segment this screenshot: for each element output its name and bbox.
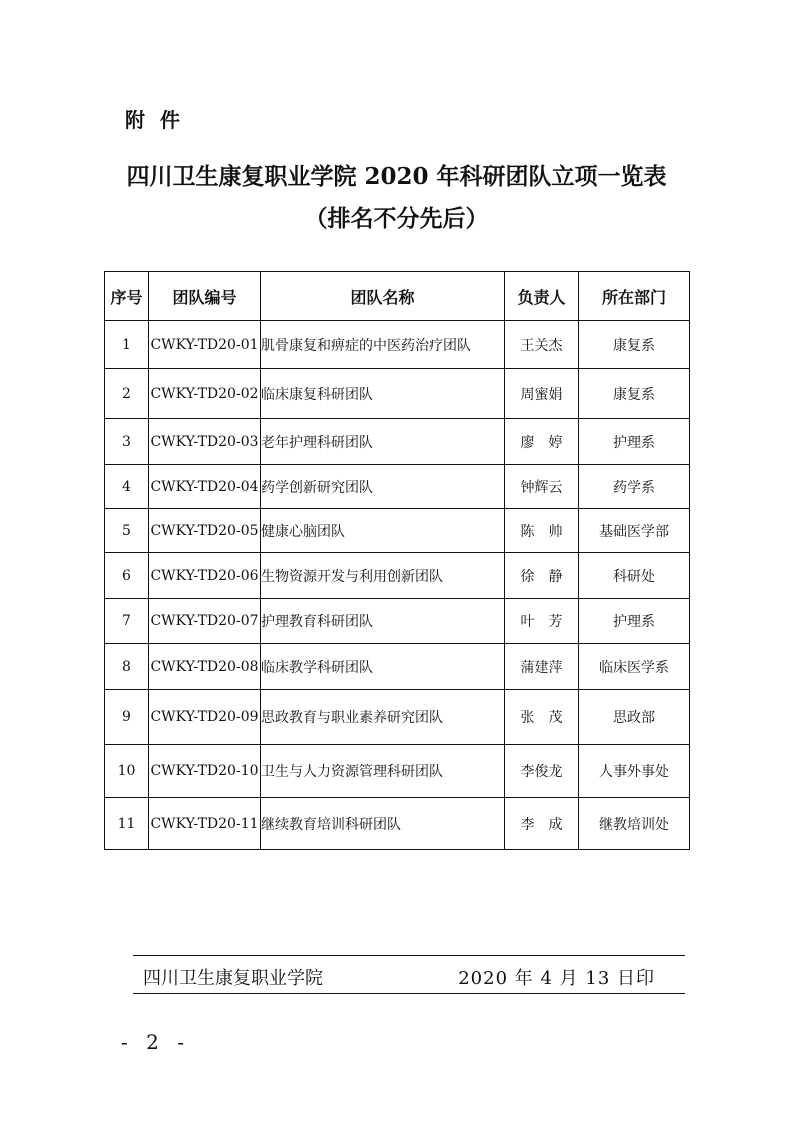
row-team-code: CWKY-TD20-02 — [149, 369, 261, 419]
footer-top-rule — [133, 955, 685, 956]
table-row — [105, 798, 690, 850]
row-department: 思政部 — [579, 690, 690, 745]
header-leader: 负责人 — [505, 272, 579, 321]
row-department: 护理系 — [579, 599, 690, 644]
row-index: 3 — [105, 419, 149, 465]
row-department: 临床医学系 — [579, 644, 690, 690]
footer-print-date: 2020 年 4 月 13 日印 — [458, 968, 655, 989]
row-team-code: CWKY-TD20-04 — [149, 465, 261, 509]
table-row — [105, 745, 690, 798]
row-department: 科研处 — [579, 553, 690, 599]
page-number: - 2 - — [121, 1030, 190, 1054]
footer-org: 四川卫生康复职业学院 — [143, 968, 323, 989]
table-header-row — [105, 272, 690, 321]
document-subtitle: （排名不分先后） — [304, 205, 489, 232]
row-team-code: CWKY-TD20-08 — [149, 644, 261, 690]
row-leader: 陈 帅 — [505, 509, 579, 553]
header-index: 序号 — [105, 272, 149, 321]
table-row — [105, 509, 690, 553]
row-team-code: CWKY-TD20-01 — [149, 321, 261, 369]
row-index: 8 — [105, 644, 149, 690]
table-body — [105, 321, 690, 850]
table-row — [105, 321, 690, 369]
team-list-table — [104, 271, 690, 850]
print-footer — [133, 955, 685, 995]
row-team-code: CWKY-TD20-07 — [149, 599, 261, 644]
row-team-name: 护理教育科研团队 — [261, 599, 505, 644]
row-team-code: CWKY-TD20-06 — [149, 553, 261, 599]
row-department: 人事外事处 — [579, 745, 690, 798]
table-row — [105, 553, 690, 599]
row-team-code: CWKY-TD20-09 — [149, 690, 261, 745]
row-team-name: 老年护理科研团队 — [261, 419, 505, 465]
row-team-name: 卫生与人力资源管理科研团队 — [261, 745, 505, 798]
row-leader: 周蜜娟 — [505, 369, 579, 419]
row-team-name: 生物资源开发与利用创新团队 — [261, 553, 505, 599]
row-department: 继教培训处 — [579, 798, 690, 850]
row-leader: 李 成 — [505, 798, 579, 850]
row-leader: 徐 静 — [505, 553, 579, 599]
row-team-code: CWKY-TD20-03 — [149, 419, 261, 465]
row-index: 2 — [105, 369, 149, 419]
row-index: 11 — [105, 798, 149, 850]
header-team-code: 团队编号 — [149, 272, 261, 321]
row-index: 9 — [105, 690, 149, 745]
row-index: 4 — [105, 465, 149, 509]
row-team-name: 思政教育与职业素养研究团队 — [261, 690, 505, 745]
row-leader: 张 茂 — [505, 690, 579, 745]
row-department: 基础医学部 — [579, 509, 690, 553]
row-index: 10 — [105, 745, 149, 798]
row-index: 6 — [105, 553, 149, 599]
row-leader: 王关杰 — [505, 321, 579, 369]
table-row — [105, 644, 690, 690]
table-row — [105, 690, 690, 745]
row-team-name: 继续教育培训科研团队 — [261, 798, 505, 850]
row-leader: 叶 芳 — [505, 599, 579, 644]
row-team-code: CWKY-TD20-10 — [149, 745, 261, 798]
row-index: 1 — [105, 321, 149, 369]
row-leader: 钟辉云 — [505, 465, 579, 509]
row-team-name: 临床教学科研团队 — [261, 644, 505, 690]
table-row — [105, 369, 690, 419]
footer-bottom-rule — [133, 993, 685, 994]
row-team-name: 健康心脑团队 — [261, 509, 505, 553]
row-team-name: 肌骨康复和痹症的中医药治疗团队 — [261, 321, 505, 369]
table-row — [105, 465, 690, 509]
row-team-name: 药学创新研究团队 — [261, 465, 505, 509]
header-department: 所在部门 — [579, 272, 690, 321]
row-team-code: CWKY-TD20-11 — [149, 798, 261, 850]
row-leader: 李俊龙 — [505, 745, 579, 798]
table-row — [105, 599, 690, 644]
table-row — [105, 419, 690, 465]
row-department: 康复系 — [579, 369, 690, 419]
row-department: 护理系 — [579, 419, 690, 465]
row-department: 药学系 — [579, 465, 690, 509]
row-index: 7 — [105, 599, 149, 644]
header-team-name: 团队名称 — [261, 272, 505, 321]
row-leader: 廖 婷 — [505, 419, 579, 465]
row-leader: 蒲建萍 — [505, 644, 579, 690]
row-index: 5 — [105, 509, 149, 553]
row-team-name: 临床康复科研团队 — [261, 369, 505, 419]
row-department: 康复系 — [579, 321, 690, 369]
document-title: 四川卫生康复职业学院 2020 年科研团队立项一览表 — [126, 163, 667, 190]
attachment-label: 附 件 — [125, 108, 184, 132]
row-team-code: CWKY-TD20-05 — [149, 509, 261, 553]
